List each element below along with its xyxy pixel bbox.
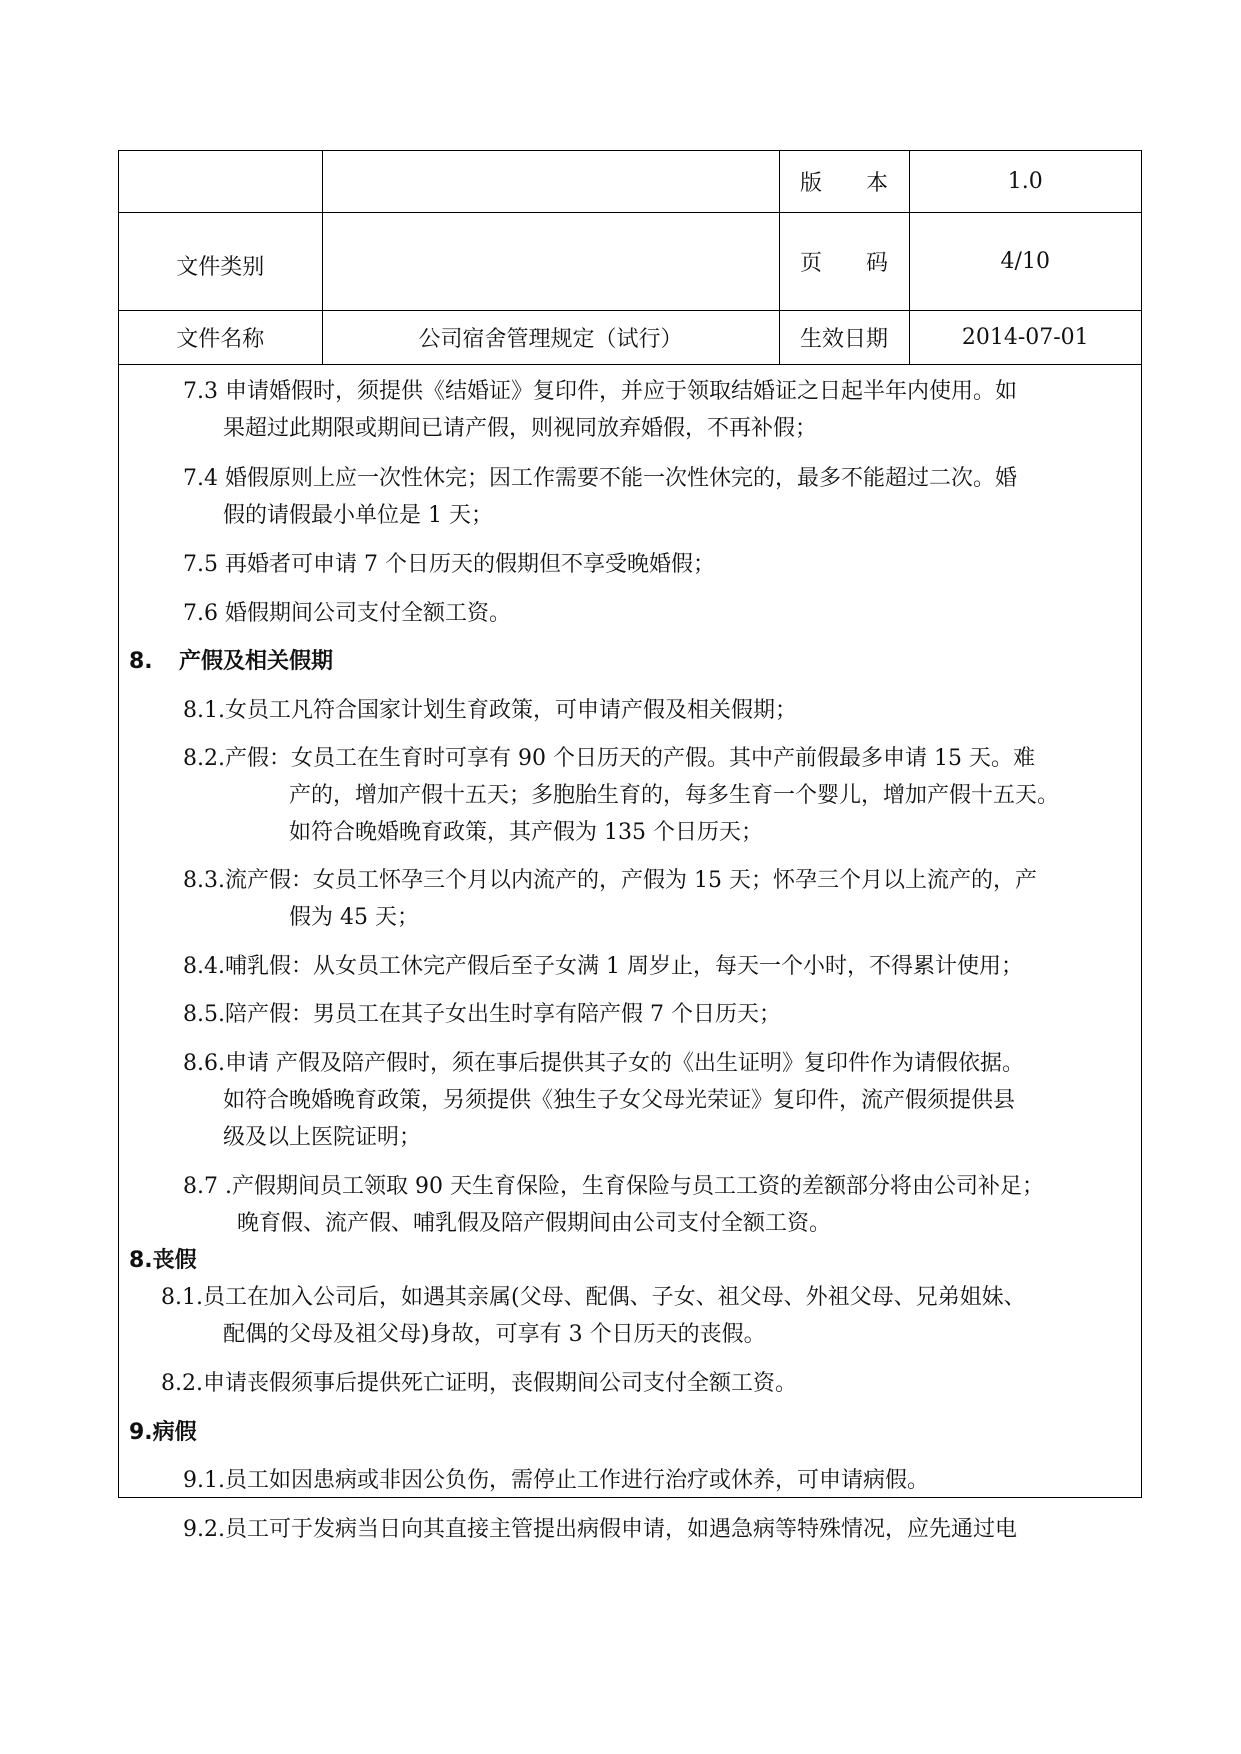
page-value: 4/10 (909, 212, 1141, 310)
section-8b-title: 8.丧假 (129, 1247, 197, 1273)
document-frame (118, 150, 1142, 1542)
empty-cell (119, 151, 322, 212)
section-8-number: 8. (129, 648, 153, 674)
paragraph-8-6-line1: 8.6.申请 产假及陪产假时，须在事后提供其子女的《出生证明》复印件作为请假依据。 (183, 1050, 1024, 1076)
paragraph-8b-1-line1: 8.1.员工在加入公司后，如遇其亲属(父母、配偶、子女、祖父母、外祖父母、兄弟姐妹、 (161, 1284, 1026, 1310)
name-label: 文件名称 (119, 310, 322, 364)
paragraph-7-3-line1: 7.3 申请婚假时，须提供《结婚证》复印件，并应于领取结婚证之日起半年内使用。如 (183, 378, 1017, 404)
name-value: 公司宿舍管理规定（试行） (322, 310, 779, 364)
paragraph-8-3-line2: 假为 45 天； (289, 904, 419, 930)
date-label: 生效日期 (779, 310, 909, 364)
paragraph-7-4-line2: 假的请假最小单位是 1 天； (223, 502, 493, 528)
paragraph-7-4-line1: 7.4 婚假原则上应一次性休完；因工作需要不能一次性休完的，最多不能超过二次。婚 (183, 465, 1017, 491)
paragraph-8-2-line3: 如符合晚婚晚育政策，其产假为 135 个日历天； (289, 819, 763, 845)
paragraph-7-6: 7.6 婚假期间公司支付全额工资。 (183, 600, 511, 626)
empty-cell (322, 151, 779, 212)
category-label: 文件类别 (119, 212, 322, 310)
paragraph-8b-2: 8.2.申请丧假须事后提供死亡证明，丧假期间公司支付全额工资。 (161, 1370, 797, 1396)
paragraph-8-6-line2: 如符合晚婚晚育政策，另须提供《独生子女父母光荣证》复印件，流产假须提供县 (223, 1087, 1016, 1113)
section-8-title: 产假及相关假期 (179, 648, 334, 674)
paragraph-7-5: 7.5 再婚者可申请 7 个日历天的假期但不享受晚婚假； (183, 551, 715, 577)
header-table (119, 151, 1141, 365)
paragraph-8b-1-line2: 配偶的父母及祖父母)身故，可享有 3 个日历天的丧假。 (223, 1321, 766, 1347)
paragraph-8-1: 8.1.女员工凡符合国家计划生育政策，可申请产假及相关假期； (183, 697, 797, 723)
paragraph-8-3-line1: 8.3.流产假：女员工怀孕三个月以内流产的，产假为 15 天；怀孕三个月以上流产的，产 (183, 867, 1037, 893)
paragraph-9-1: 9.1.员工如因患病或非因公负伤，需停止工作进行治疗或休养，可申请病假。 (183, 1467, 929, 1493)
version-label: 版 本 (779, 151, 909, 212)
date-value: 2014-07-01 (909, 310, 1141, 364)
section-9-title: 9.病假 (129, 1419, 197, 1445)
paragraph-7-3-line2: 果超过此期限或期间已请产假，则视同放弃婚假，不再补假； (223, 415, 818, 441)
paragraph-9-2: 9.2.员工可于发病当日向其直接主管提出病假申请，如遇急病等特殊情况，应先通过电 (183, 1516, 1017, 1542)
paragraph-8-2-line1: 8.2.产假：女员工在生育时可享有 90 个日历天的产假。其中产前假最多申请 15 天。难 (183, 745, 1035, 771)
paragraph-8-2-line2: 产的，增加产假十五天；多胞胎生育的，每多生育一个婴儿，增加产假十五天。 (289, 782, 1060, 808)
category-value (322, 212, 779, 310)
paragraph-8-6-line3: 级及以上医院证明； (223, 1124, 422, 1150)
page-label: 页 码 (779, 212, 909, 310)
paragraph-8-7-line1: 8.7 .产假期间员工领取 90 天生育保险，生育保险与员工工资的差额部分将由公司补足； (183, 1173, 1044, 1199)
paragraph-8-7-line2: 晚育假、流产假、哺乳假及陪产假期间由公司支付全额工资。 (237, 1210, 832, 1236)
paragraph-8-4: 8.4.哺乳假：从女员工休完产假后至子女满 1 周岁止，每天一个小时，不得累计使用； (183, 953, 1023, 979)
paragraph-8-5: 8.5.陪产假：男员工在其子女出生时享有陪产假 7 个日历天； (183, 1001, 781, 1027)
version-value: 1.0 (909, 151, 1141, 212)
